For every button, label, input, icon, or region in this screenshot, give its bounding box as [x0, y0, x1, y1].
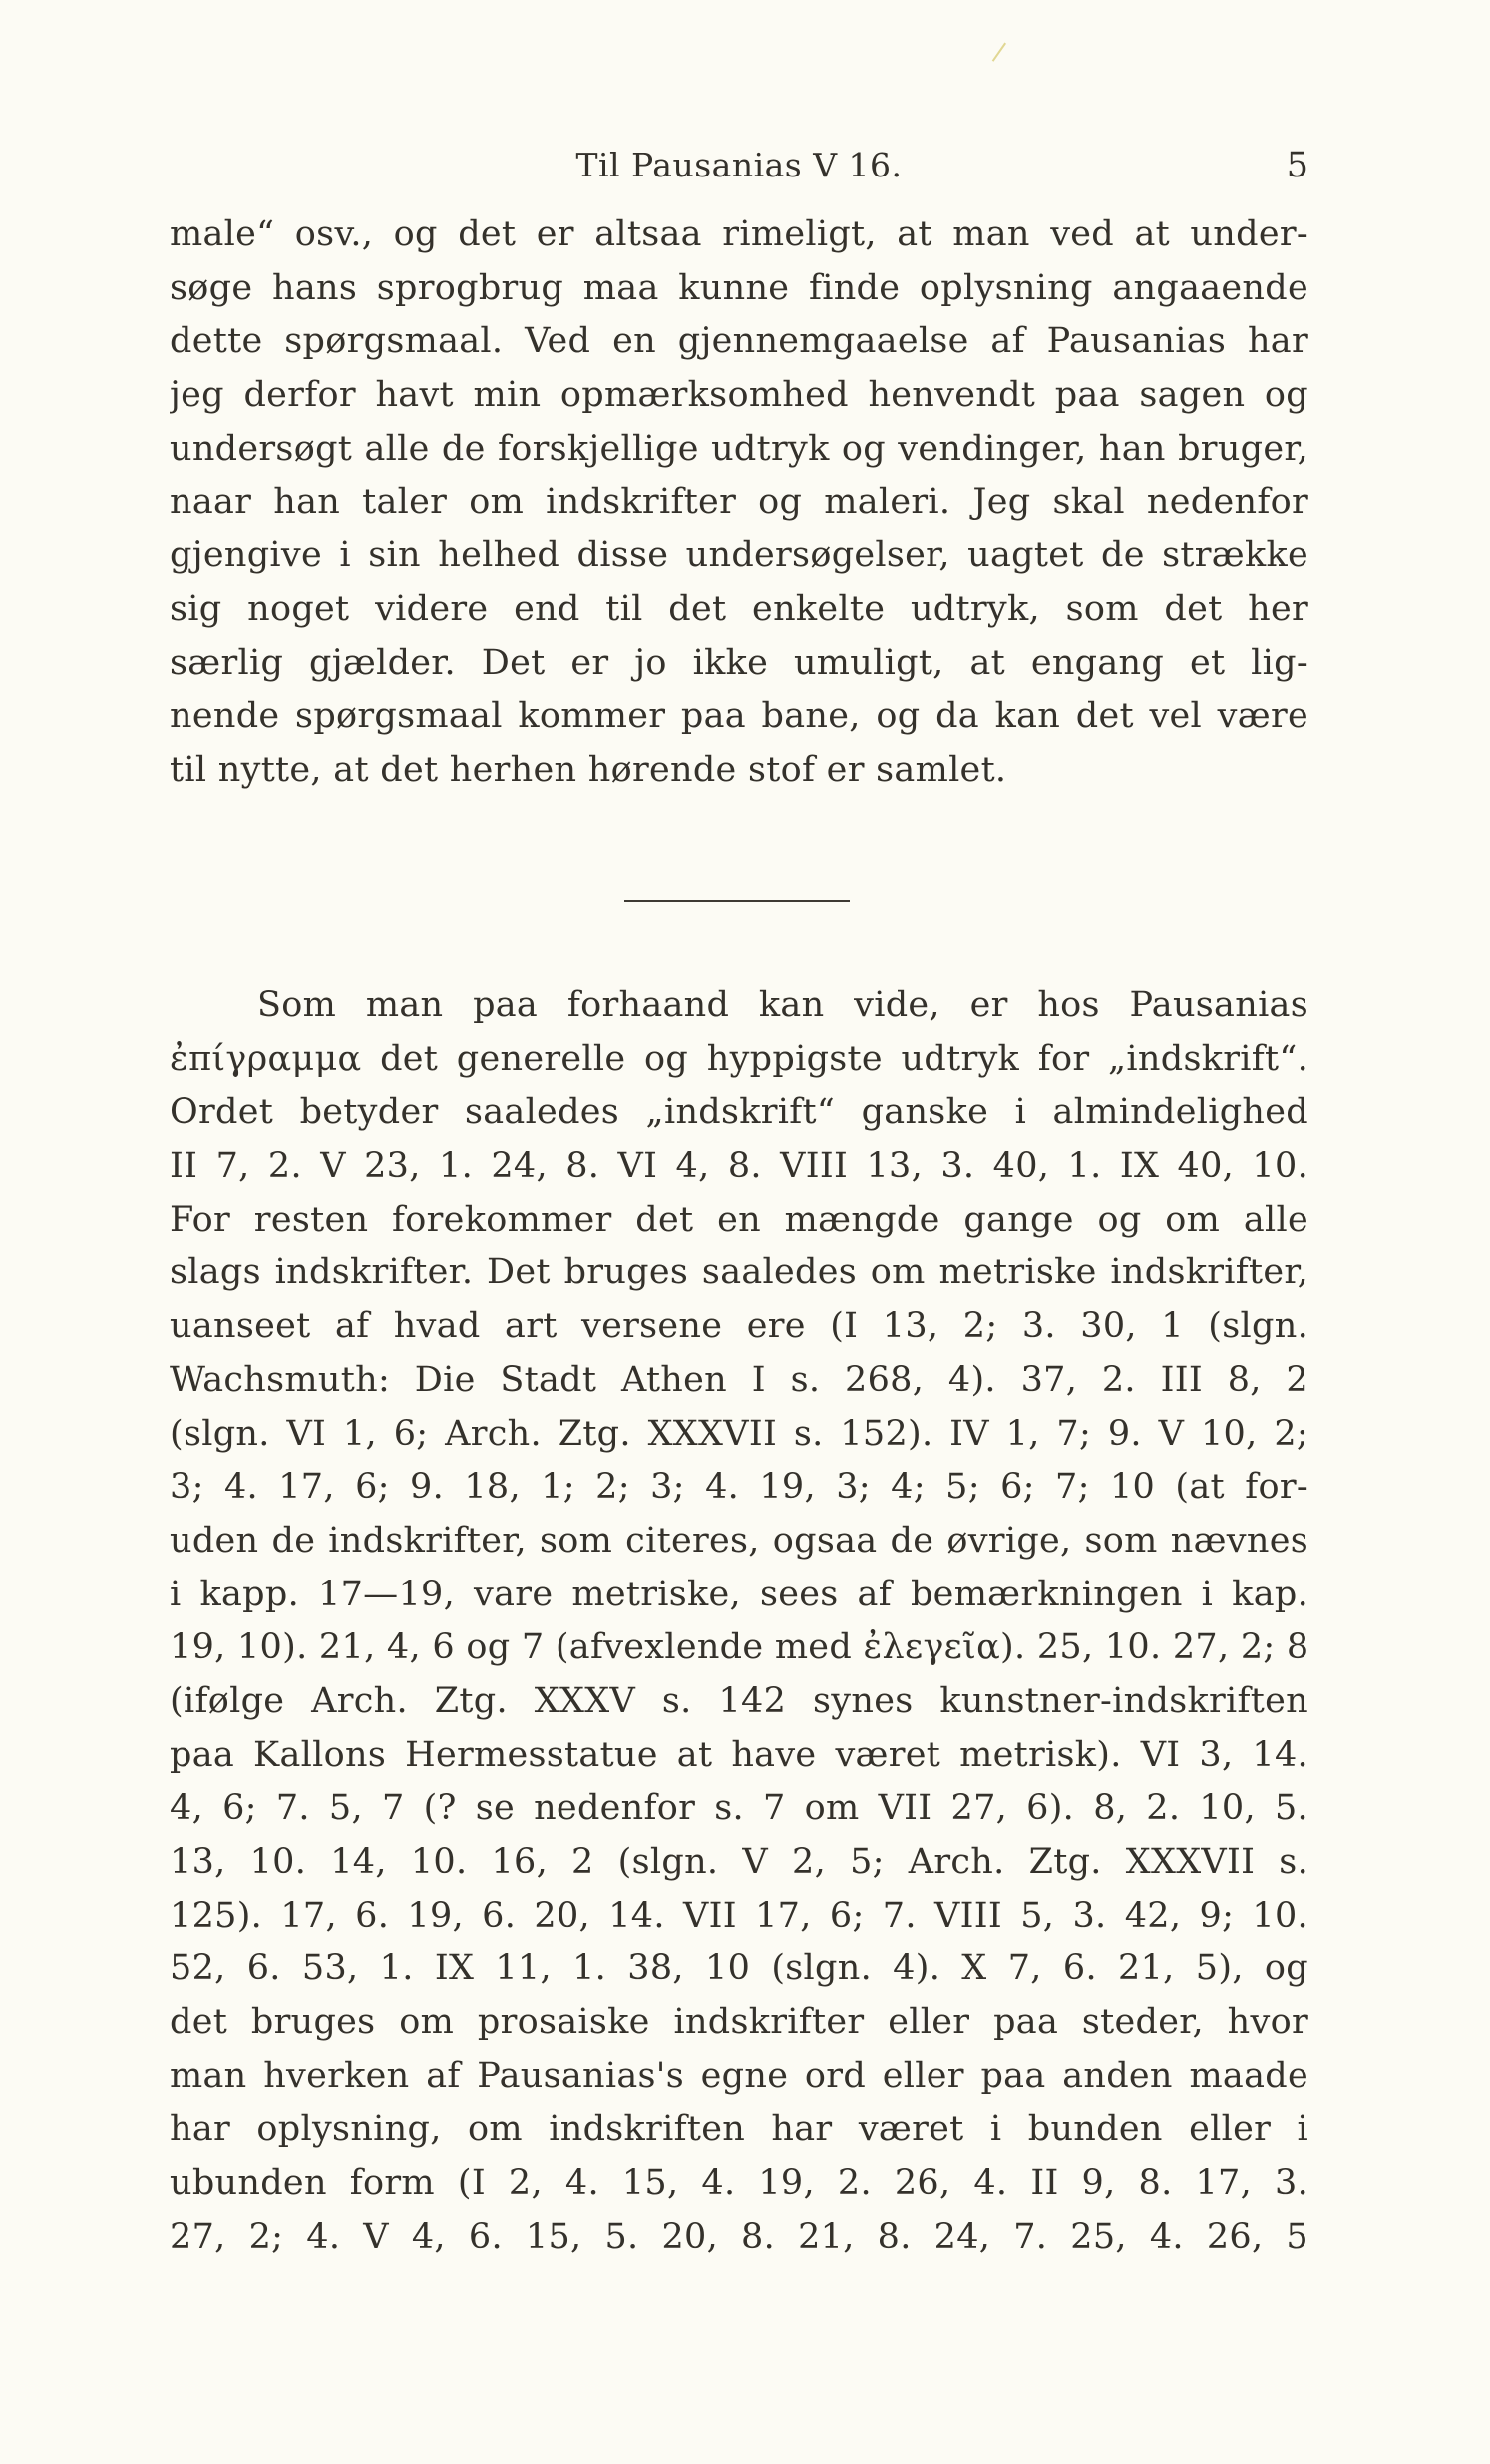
text-line: 4, 6; 7. 5, 7 (? se nedenfor s. 7 om VII 27, 6). 8, 2. 10, 5.	[170, 1788, 1308, 1829]
text-line: søge hans sprogbrug maa kunne finde oplysning angaaende	[170, 267, 1308, 308]
text-line: 27, 2; 4. V 4, 6. 15, 5. 20, 8. 21, 8. 24, 7. 25, 4. 26, 5	[170, 2216, 1308, 2257]
text-line: dette spørgsmaal. Ved en gjennemgaaelse af Pausanias har	[170, 321, 1308, 362]
text-line: (ifølge Arch. Ztg. XXXV s. 142 synes kunstner-indskriften	[170, 1680, 1308, 1721]
text-line: 19, 10). 21, 4, 6 og 7 (afvexlende med ἐλεγεῖα). 25, 10. 27, 2; 8	[170, 1627, 1308, 1668]
section-divider	[624, 900, 850, 902]
page-header	[170, 146, 1308, 191]
text-line: slags indskrifter. Det bruges saaledes om metriske indskrifter,	[170, 1252, 1308, 1293]
text-line: uanseet af hvad art versene ere (I 13, 2; 3. 30, 1 (slgn.	[170, 1306, 1308, 1347]
text-line: nende spørgsmaal kommer paa bane, og da kan det vel være	[170, 696, 1308, 737]
text-line: paa Kallons Hermesstatue at have været metrisk). VI 3, 14.	[170, 1734, 1308, 1775]
text-line: særlig gjælder. Det er jo ikke umuligt, at engang et lig-	[170, 642, 1308, 683]
text-line: 3; 4. 17, 6; 9. 18, 1; 2; 3; 4. 19, 3; 4; 5; 6; 7; 10 (at for-	[170, 1467, 1308, 1508]
text-line: II 7, 2. V 23, 1. 24, 8. VI 4, 8. VIII 13, 3. 40, 1. IX 40, 10.	[170, 1146, 1308, 1187]
text-line: For resten forekommer det en mængde gange og om alle	[170, 1199, 1308, 1239]
text-line: Ordet betyder saaledes „indskrift“ ganske i almindelighed	[170, 1092, 1308, 1133]
text-line: Som man paa forhaand kan vide, er hos Pausanias	[257, 985, 1308, 1025]
text-line: 125). 17, 6. 19, 6. 20, 14. VII 17, 6; 7. VIII 5, 3. 42, 9; 10.	[170, 1895, 1308, 1936]
text-line: i kapp. 17—19, vare metriske, sees af bemærkningen i kap.	[170, 1574, 1308, 1614]
text-line: Wachsmuth: Die Stadt Athen I s. 268, 4). 37, 2. III 8, 2	[170, 1359, 1308, 1400]
text-line: ἐπίγραμμα det generelle og hyppigste udtryk for „indskrift“.	[170, 1038, 1308, 1079]
text-line: undersøgt alle de forskjellige udtryk og vendinger, han bruger,	[170, 428, 1308, 469]
paragraph-1	[170, 208, 1308, 798]
text-line: sig noget videre end til det enkelte udtryk, som det her	[170, 588, 1308, 629]
text-line: ubunden form (I 2, 4. 15, 4. 19, 2. 26, 4. II 9, 8. 17, 3.	[170, 2163, 1308, 2204]
text-line: uden de indskrifter, som citeres, ogsaa de øvrige, som nævnes	[170, 1520, 1308, 1561]
text-line: (slgn. VI 1, 6; Arch. Ztg. XXXVII s. 152). IV 1, 7; 9. V 10, 2;	[170, 1413, 1308, 1454]
ink-mark	[992, 43, 1014, 68]
text-line: 52, 6. 53, 1. IX 11, 1. 38, 10 (slgn. 4). X 7, 6. 21, 5), og	[170, 1948, 1308, 1989]
text-line: jeg derfor havt min opmærksomhed henvendt paa sagen og	[170, 375, 1308, 416]
text-line: naar han taler om indskrifter og maleri. Jeg skal nedenfor	[170, 482, 1308, 523]
text-line: til nytte, at det herhen hørende stof er samlet.	[170, 749, 1007, 790]
text-line: 13, 10. 14, 10. 16, 2 (slgn. V 2, 5; Arch. Ztg. XXXVII s.	[170, 1842, 1308, 1882]
text-line: gjengive i sin helhed disse undersøgelser, uagtet de strække	[170, 535, 1308, 576]
text-line: man hverken af Pausanias's egne ord eller paa anden maade	[170, 2055, 1308, 2096]
text-line: male“ osv., og det er altsaa rimeligt, at man ved at under-	[170, 214, 1308, 254]
text-line: det bruges om prosaiske indskrifter eller paa steder, hvor	[170, 2002, 1308, 2043]
page-number: 5	[1286, 146, 1308, 185]
running-head: Til Pausanias V 16.	[575, 146, 903, 184]
text-line: har oplysning, om indskriften har været i bunden eller i	[170, 2109, 1308, 2150]
paragraph-2	[170, 979, 1308, 2265]
